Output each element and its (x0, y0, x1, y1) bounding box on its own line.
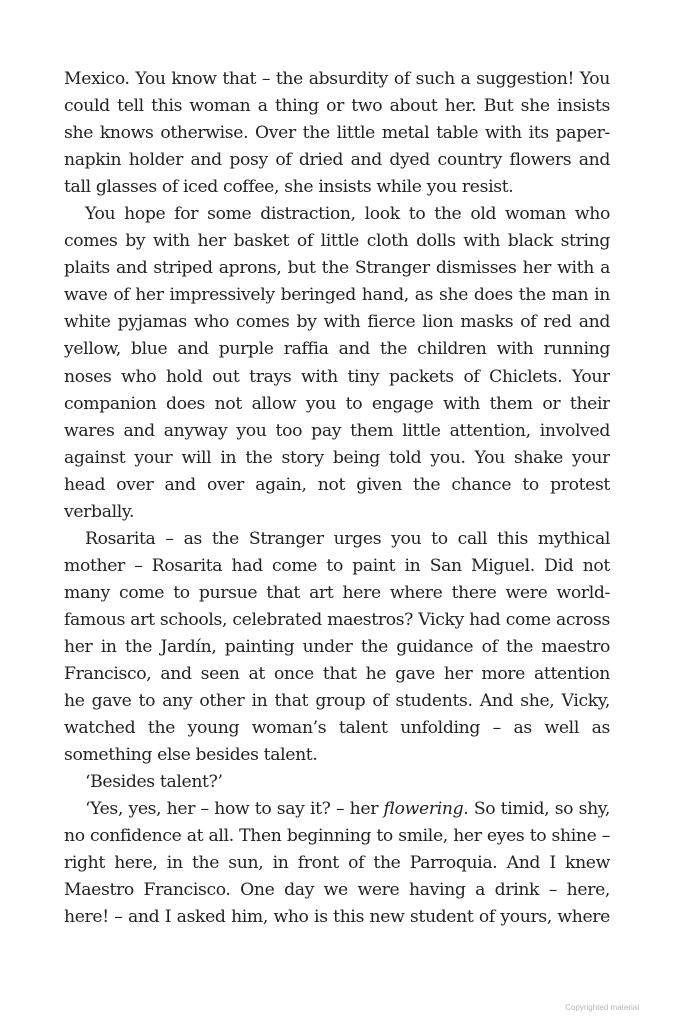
text-line: companion does not allow you to engage with them or their (64, 393, 610, 414)
text-segment: ‘Yes, yes, her – how to say it? – her (85, 799, 384, 820)
text-line: Maestro Francisco. One day we were having a drink – here, (64, 880, 610, 901)
text-line: her in the Jardín, painting under the guidance of the maestro (64, 636, 610, 657)
text-line: napkin holder and posy of dried and dyed country flowers and (64, 150, 610, 171)
text-line: many come to pursue that art here where there were world- (64, 582, 610, 603)
text-line: famous art schools, celebrated maestros? Vicky had come across (64, 609, 610, 630)
text-segment: . So timid, so shy, (463, 799, 610, 820)
text-line: he gave to any other in that group of students. And she, Vicky, (64, 691, 610, 712)
text-line: Rosarita – as the Stranger urges you to call this mythical (85, 528, 610, 549)
text-line: head over and over again, not given the chance to protest (64, 474, 610, 495)
text-line: noses who hold out trays with tiny packets of Chiclets. Your (64, 366, 610, 387)
text-line: wares and anyway you too pay them little attention, involved (64, 420, 610, 441)
text-line: here! – and I asked him, who is this new student of yours, where (64, 907, 610, 928)
text-line: wave of her impressively beringed hand, as she does the man in (64, 285, 610, 306)
italic-word: flowering (383, 799, 464, 820)
text-line-with-italic (64, 796, 610, 823)
text-line: she knows otherwise. Over the little metal table with its paper- (64, 123, 610, 144)
text-line: yellow, blue and purple raffia and the children with running (64, 339, 610, 360)
text-line: something else besides talent. (64, 745, 318, 766)
text-line: Mexico. You know that – the absurdity of such a suggestion! You (64, 69, 610, 89)
text-line: plaits and striped aprons, but the Stranger dismisses her with a (64, 258, 610, 279)
text-line: ‘Besides talent?’ (85, 772, 223, 793)
text-line: verbally. (64, 501, 135, 522)
text-line: Francisco, and seen at once that he gave her more attention (64, 664, 610, 685)
book-page-body (64, 66, 610, 932)
text-line: watched the young woman’s talent unfolding – as well as (64, 718, 610, 739)
text-line: white pyjamas who comes by with fierce lion masks of red and (64, 312, 610, 333)
copyright-watermark: Copyrighted material (565, 1003, 639, 1012)
text-line: could tell this woman a thing or two about her. But she insists (64, 96, 610, 117)
text-line: against your will in the story being told you. You shake your (64, 447, 610, 468)
text-line: comes by with her basket of little cloth dolls with black string (64, 231, 610, 252)
text-line: You hope for some distraction, look to the old woman who (85, 204, 610, 225)
text-line: no confidence at all. Then beginning to smile, her eyes to shine – (64, 826, 610, 847)
text-line: right here, in the sun, in front of the Parroquia. And I knew (64, 853, 610, 874)
text-line: mother – Rosarita had come to paint in San Miguel. Did not (64, 555, 610, 576)
text-line: tall glasses of iced coffee, she insists while you resist. (64, 177, 514, 198)
